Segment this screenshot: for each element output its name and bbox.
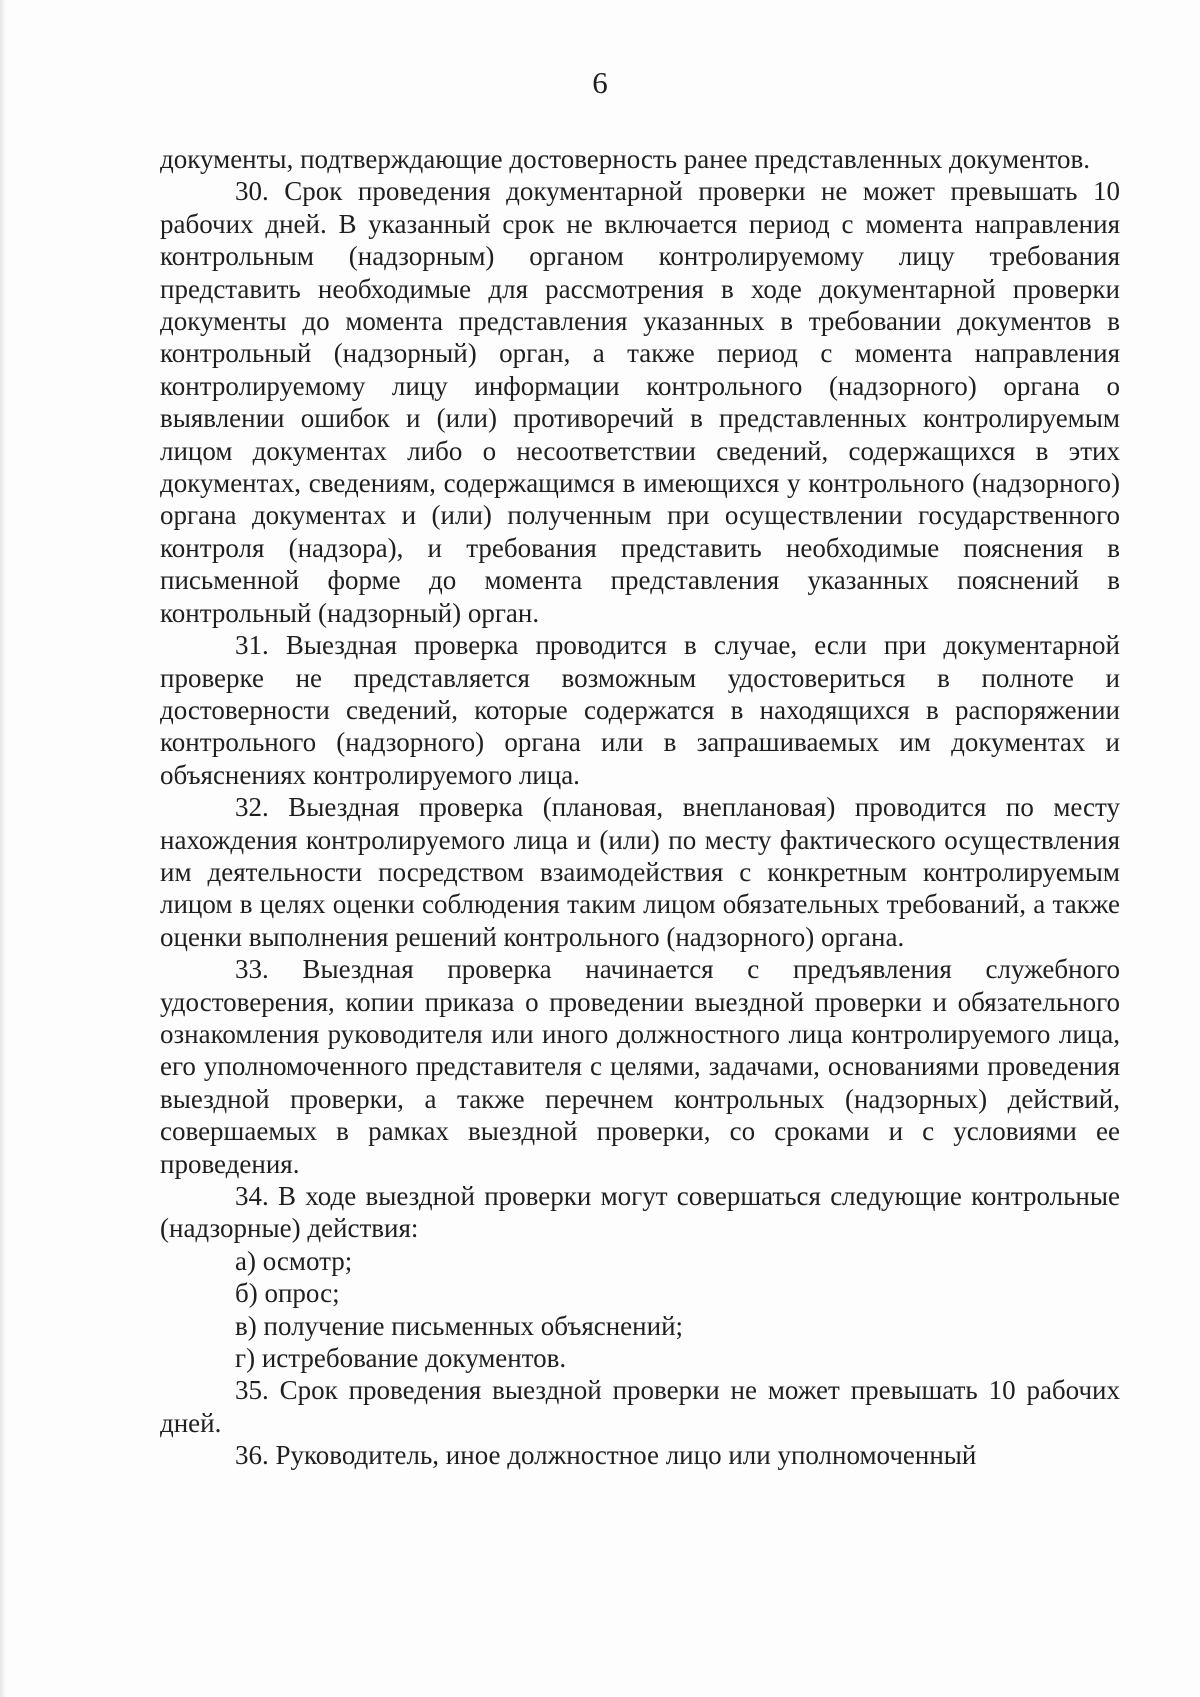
document-body (160, 143, 1120, 1472)
paragraph-34: 34. В ходе выездной проверки могут совершаться следующие контрольные (надзорные) действия: (160, 1181, 1120, 1244)
list-item-g: г) истребование документов. (235, 1343, 567, 1374)
scan-edge-shadow (0, 0, 6, 1697)
paragraph-31: 31. Выездная проверка проводится в случае, если при документарной проверке не представляется возможным удостовериться в полноте и достоверности сведений, которые содержатся в находящихся в распоряжении контрольного (надзорного) органа или в запрашиваемых им документах и объяснениях контролируемого лица. (160, 630, 1120, 790)
list-item-b: б) опрос; (235, 1278, 340, 1309)
paragraph-36: 36. Руководитель, иное должностное лицо или уполномоченный (235, 1440, 977, 1471)
paragraph-continuation: документы, подтверждающие достоверность ранее представленных документов. (160, 144, 1091, 174)
page-number: 6 (592, 65, 608, 100)
paragraph-35: 35. Срок проведения выездной проверки не может превышать 10 рабочих дней. (160, 1375, 1120, 1438)
list-item-v: в) получение письменных объяснений; (235, 1310, 684, 1341)
paragraph-30: 30. Срок проведения документарной проверки не может превышать 10 рабочих дней. В указанный срок не включается период с момента направления контрольным (надзорным) органом контролируемому лицу требования представить необходимые для рассмотрения в ходе документарной проверки документы до момента представления указанных в требовании документов в контрольный (надзорный) орган, а также период с момента направления контролируемому лицу информации контрольного (надзорного) органа о выявлении ошибок и (или) противоречий в представленных контролируемым лицом документах либо о несоответствии сведений, содержащихся в этих документах, сведениям, содержащимся в имеющихся у контрольного (надзорного) органа документах и (или) полученным при осуществлении государственного контроля (надзора), и требования представить необходимые пояснения в письменной форме до момента представления указанных пояснений в контрольный (надзорный) орган. (160, 176, 1120, 628)
list-item-a: а) осмотр; (235, 1245, 353, 1276)
paragraph-33: 33. Выездная проверка начинается с предъявления служебного удостоверения, копии приказа о проведении выездной проверки и обязательного ознакомления руководителя или иного должностного лица контролируемого лица, его уполномоченного представителя с целями, задачами, основаниями проведения выездной проверки, а также перечнем контрольных (надзорных) действий, совершаемых в рамках выездной проверки, со сроками и с условиями ее проведения. (160, 954, 1120, 1179)
paragraph-32: 32. Выездная проверка (плановая, внеплановая) проводится по месту нахождения контролируемого лица и (или) по месту фактического осуществления им деятельности посредством взаимодействия с конкретным контролируемым лицом в целях оценки соблюдения таким лицом обязательных требований, а также оценки выполнения решений контрольного (надзорного) органа. (160, 792, 1120, 952)
